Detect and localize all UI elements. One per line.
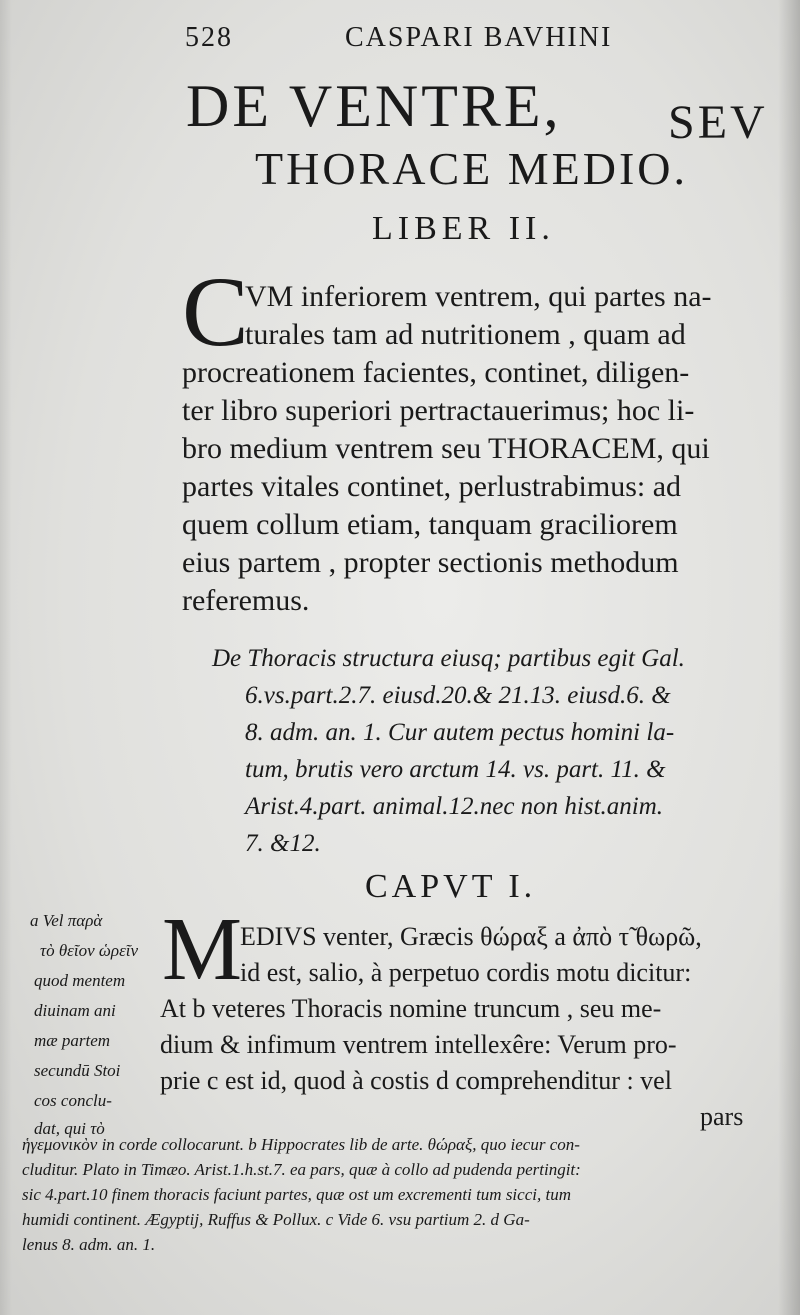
title-line-2: THORACE MEDIO.	[255, 143, 688, 194]
margin-note-line: secundū Stoi	[34, 1061, 121, 1080]
note-line: tum, brutis vero arctum 14. vs. part. 11. &	[245, 756, 666, 783]
chapter-line: id est, salio, à perpetuo cordis motu dicitur:	[240, 958, 692, 987]
footnote-line: ἡγεμονικὸν in corde collocarunt. b Hippocrates lib de arte. θώραξ, quo iecur con-	[22, 1135, 580, 1154]
footnote-line: lenus 8. adm. an. 1.	[22, 1235, 156, 1254]
intro-line: turales tam ad nutritionem , quam ad	[245, 318, 686, 351]
chapter-line: EDIVS venter, Græcis θώραξ a ἀπὸ τ̃ θωρῶ,	[240, 922, 702, 951]
note-line: Arist.4.part. animal.12.nec non hist.anim.	[245, 793, 664, 820]
intro-line: eius partem , propter sectionis methodum	[182, 546, 679, 579]
intro-line: procreationem facientes, continet, diligen-	[182, 356, 690, 389]
margin-note-line: dat, qui τὸ	[34, 1119, 105, 1138]
note-line: 7. &12.	[245, 830, 321, 857]
margin-note-line: a Vel παρὰ	[30, 911, 103, 930]
page-edge-shadow	[0, 0, 12, 1315]
intro-line: quem collum etiam, tanquam graciliorem	[182, 508, 678, 541]
intro-line: referemus.	[182, 584, 310, 617]
intro-line: partes vitales continet, perlustrabimus: ad	[182, 470, 682, 503]
title-line-1-end: SEV	[668, 96, 768, 149]
chapter-heading: CAPVT I.	[365, 868, 537, 905]
drop-cap-m: M	[162, 900, 243, 999]
note-line: De Thoracis structura eiusq; partibus egit Gal.	[212, 645, 685, 672]
chapter-line: At b veteres Thoracis nomine truncum , seu me-	[160, 994, 662, 1023]
catchword: pars	[700, 1102, 744, 1131]
margin-note-line: quod mentem	[34, 971, 126, 990]
gutter-shadow	[778, 0, 800, 1315]
footnote-line: cluditur. Plato in Timæo. Arist.1.h.st.7. ea pars, quæ à collo ad pudenda pertingit:	[22, 1160, 581, 1179]
note-line: 6.vs.part.2.7. eiusd.20.& 21.13. eiusd.6. &	[245, 682, 671, 709]
page-number: 528	[185, 22, 233, 53]
footnote-line: sic 4.part.10 finem thoracis faciunt partes, quæ ost um excrementi tum sicci, tum	[22, 1185, 571, 1204]
margin-note-line: diuinam ani	[34, 1001, 116, 1020]
chapter-line: dium & infimum ventrem intellexêre: Verum pro-	[160, 1030, 677, 1059]
margin-note-line: cos conclu-	[34, 1091, 112, 1110]
intro-line: VM inferiorem ventrem, qui partes na-	[245, 280, 712, 313]
running-head: CASPARI BAVHINI	[345, 22, 613, 53]
margin-note-line: τὸ θεῖον ὡρεῖν	[40, 941, 139, 960]
footnote-line: humidi continent. Ægyptij, Ruffus & Pollux. c Vide 6. vsu partium 2. d Ga-	[22, 1210, 530, 1229]
drop-cap-c: C	[182, 256, 249, 367]
chapter-line: prie c est id, quod à costis d comprehenditur : vel	[160, 1066, 672, 1095]
margin-note-line: mæ partem	[34, 1031, 111, 1050]
title-line-1: DE VENTRE,	[186, 73, 562, 139]
note-line: 8. adm. an. 1. Cur autem pectus homini la-	[245, 719, 675, 746]
intro-line: ter libro superiori pertractauerimus; hoc li-	[182, 394, 695, 427]
intro-line: bro medium ventrem seu THORACEM, qui	[182, 432, 710, 465]
book-heading: LIBER II.	[372, 210, 555, 247]
